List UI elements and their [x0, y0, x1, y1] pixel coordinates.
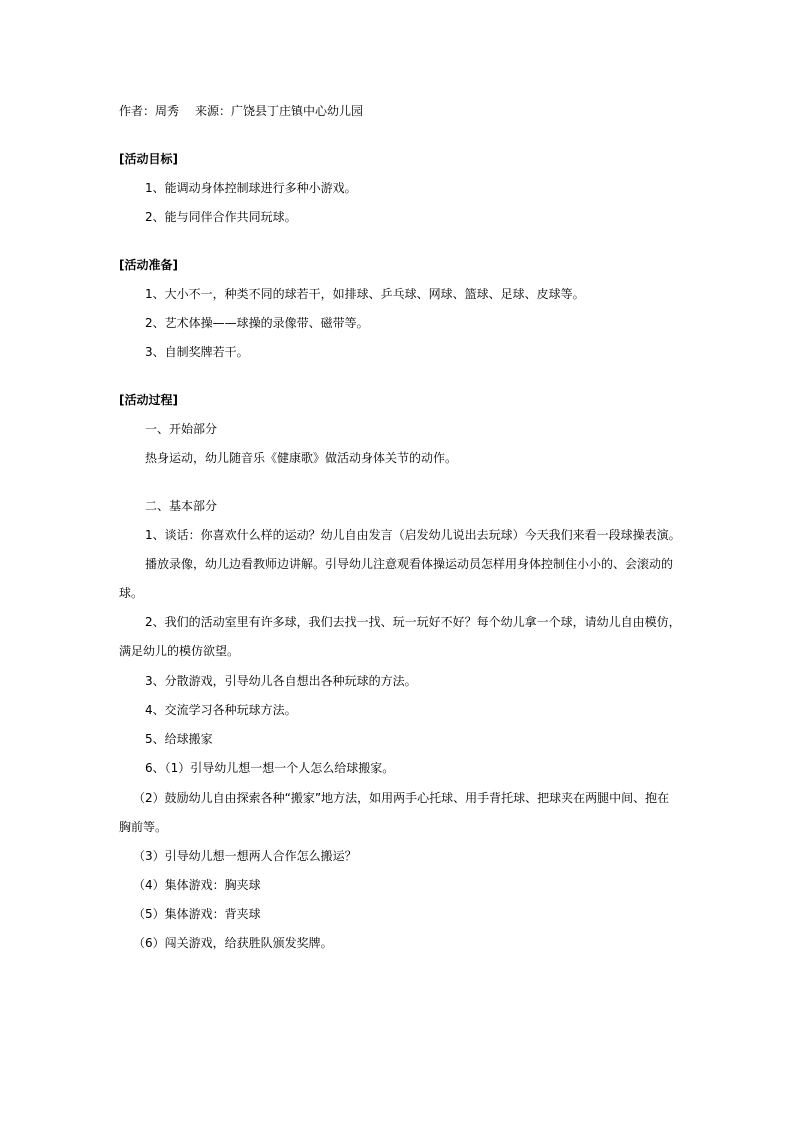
process-line: 3、分散游戏，引导幼儿各自想出各种玩球的方法。 [145, 674, 417, 688]
preparation-item: 2、艺术体操——球操的录像带、磁带等。 [145, 316, 369, 330]
process-line: （2）鼓励幼儿自由探索各种“搬家”地方法，如用两手心托球、用手背托球、把球夹在两腿中间、抱在 [133, 791, 670, 805]
goal-item: 2、能与同伴合作共同玩球。 [145, 210, 297, 224]
process-line: 5、给球搬家 [145, 732, 213, 746]
source-name: 广饶县丁庄镇中心幼儿园 [231, 104, 364, 118]
author-source-line [119, 103, 363, 119]
process-line: （6）闯关游戏，给获胜队颁发奖牌。 [133, 936, 333, 950]
process-line: 胸前等。 [119, 820, 168, 834]
process-line: 6、（1）引导幼儿想一想一个人怎么给球搬家。 [145, 761, 395, 775]
part2-title: 二、基本部分 [145, 499, 218, 513]
goal-item: 1、能调动身体控制球进行多种小游戏。 [145, 181, 357, 195]
process-line: 4、交流学习各种玩球方法。 [145, 703, 297, 717]
preparation-item: 1、大小不一，种类不同的球若干，如排球、乒乓球、网球、篮球、足球、皮球等。 [145, 287, 585, 301]
process-line: （3）引导幼儿想一想两人合作怎么搬运？ [133, 849, 357, 863]
process-line: 1、谈话：你喜欢什么样的运动？幼儿自由发言（启发幼儿说出去玩球）今天我们来看一段球操表演。 [145, 528, 681, 542]
author-label: 作者： [119, 104, 156, 118]
process-line: 2、我们的活动室里有许多球，我们去找一找、玩一玩好不好？每个幼儿拿一个球，请幼儿自由模仿， [145, 615, 681, 629]
process-heading: [活动过程] [119, 393, 178, 407]
preparation-heading: [活动准备] [119, 258, 178, 272]
process-line: （5）集体游戏：背夹球 [133, 907, 261, 921]
process-line: 满足幼儿的模仿欲望。 [119, 644, 240, 658]
goals-heading: [活动目标] [119, 152, 178, 166]
source-label: 来源： [195, 104, 232, 118]
author-name: 周秀 [155, 104, 180, 118]
part1-title: 一、开始部分 [145, 422, 218, 436]
process-line: 播放录像，幼儿边看教师边讲解。引导幼儿注意观看体操运动员怎样用身体控制住小小的、会滚动的 [145, 557, 674, 571]
process-line: 球。 [119, 586, 144, 600]
preparation-item: 3、自制奖牌若干。 [145, 345, 249, 359]
part1-text: 热身运动，幼儿随音乐《健康歌》做活动身体关节的动作。 [145, 451, 458, 465]
process-line: （4）集体游戏：胸夹球 [133, 878, 261, 892]
